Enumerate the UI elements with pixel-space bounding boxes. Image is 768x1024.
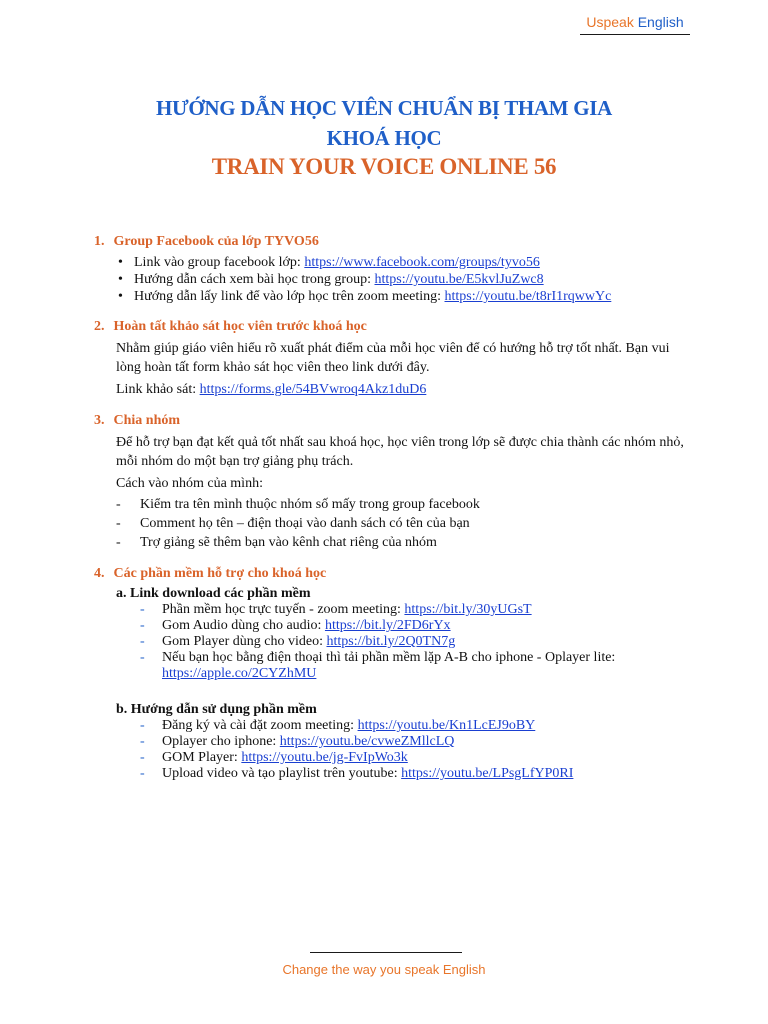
facebook-links-list bbox=[94, 254, 694, 305]
section-heading: 1. Group Facebook của lớp TYVO56 bbox=[94, 234, 319, 249]
survey-description: Nhằm giúp giáo viên hiểu rõ xuất phát điểm của mỗi học viên để có hướng hỗ trợ tốt nhất. Bạn vui lòng hoàn tất form khảo sát học viên theo link dưới đây. bbox=[116, 341, 670, 375]
gom-audio-link[interactable]: https://bit.ly/2FD6rYx bbox=[324, 618, 451, 633]
list-item: - Comment họ tên – điện thoại vào danh sách có tên của bạn bbox=[116, 514, 694, 533]
group-lesson-guide-link[interactable]: https://youtu.be/E5kvlJuZwc8 bbox=[374, 272, 544, 287]
footer-divider bbox=[310, 952, 462, 953]
zoom-download-link[interactable]: https://bit.ly/30yUGsT bbox=[404, 602, 532, 617]
list-item: - Trợ giảng sẽ thêm bạn vào kênh chat riêng của nhóm bbox=[116, 533, 694, 552]
section-heading: 2. Hoàn tất khảo sát học viên trước khoá học bbox=[94, 319, 367, 334]
youtube-upload-video-link[interactable]: https://youtu.be/LPsgLfYP0RI bbox=[401, 766, 574, 781]
list-item: - Upload video và tạo playlist trên youtube: https://youtu.be/LPsgLfYP0RI bbox=[140, 766, 694, 782]
section-heading: 4. Các phần mềm hỗ trợ cho khoá học bbox=[94, 566, 327, 581]
oplayer-video-link[interactable]: https://youtu.be/cvweZMllcLQ bbox=[279, 734, 455, 749]
list-item: - Nếu bạn học bằng điện thoại thì tải phần mềm lặp A-B cho iphone - Oplayer lite: https://apple.co/2CYZhMU bbox=[140, 650, 694, 682]
section-software bbox=[94, 566, 694, 782]
list-item: - Kiểm tra tên mình thuộc nhóm số mấy trong group facebook bbox=[116, 495, 694, 514]
usage-links-list bbox=[94, 718, 694, 782]
list-item: - Đăng ký và cài đặt zoom meeting: https://youtu.be/Kn1LcEJ9oBY bbox=[140, 718, 694, 734]
survey-link-line: Link khảo sát: https://forms.gle/54BVwroq4Akz1duD6 bbox=[116, 382, 427, 397]
section-groups bbox=[94, 413, 694, 552]
groups-steps-list bbox=[94, 495, 694, 552]
title-line-1: HƯỚNG DẪN HỌC VIÊN CHUẨN BỊ THAM GIA bbox=[155, 96, 613, 120]
uspeak-logo: Uspeak English bbox=[580, 14, 690, 35]
section-facebook-group bbox=[94, 234, 694, 305]
download-links-list bbox=[94, 602, 694, 682]
document-body bbox=[94, 234, 694, 796]
title-line-2: KHOÁ HỌC bbox=[326, 126, 442, 150]
facebook-group-link[interactable]: https://www.facebook.com/groups/tyvo56 bbox=[304, 255, 540, 270]
gom-player-link[interactable]: https://bit.ly/2Q0TN7g bbox=[326, 634, 456, 649]
zoom-link-guide-link[interactable]: https://youtu.be/t8rI1rqwwYc bbox=[444, 289, 612, 304]
list-item: • Link vào group facebook lớp: https://www.facebook.com/groups/tyvo56 bbox=[118, 254, 694, 271]
survey-form-link[interactable]: https://forms.gle/54BVwroq4Akz1duD6 bbox=[199, 382, 427, 397]
list-item: - Gom Player dùng cho video: https://bit.ly/2Q0TN7g bbox=[140, 634, 694, 650]
groups-howto: Cách vào nhóm của mình: bbox=[116, 476, 263, 491]
oplayer-lite-link[interactable]: https://apple.co/2CYZhMU bbox=[162, 666, 317, 681]
subheading-usage: b. Hướng dẫn sử dụng phần mềm bbox=[116, 702, 317, 717]
gom-player-video-link[interactable]: https://youtu.be/jg-FvIpWo3k bbox=[241, 750, 408, 765]
course-name: TRAIN YOUR VOICE ONLINE 56 bbox=[211, 154, 557, 179]
list-item: • Hướng dẫn cách xem bài học trong group: https://youtu.be/E5kvlJuZwc8 bbox=[118, 271, 694, 288]
list-item: - Oplayer cho iphone: https://youtu.be/cvweZMllcLQ bbox=[140, 734, 694, 750]
list-item: - Gom Audio dùng cho audio: https://bit.ly/2FD6rYx bbox=[140, 618, 694, 634]
list-item: - Phần mềm học trực tuyến - zoom meeting: https://bit.ly/30yUGsT bbox=[140, 602, 694, 618]
list-item: - GOM Player: https://youtu.be/jg-FvIpWo3k bbox=[140, 750, 694, 766]
groups-description: Để hỗ trợ bạn đạt kết quả tốt nhất sau khoá học, học viên trong lớp sẽ được chia thành các nhóm nhỏ, mỗi nhóm do một bạn trợ giảng phụ trách. bbox=[116, 435, 684, 469]
section-survey bbox=[94, 319, 694, 399]
subheading-download: a. Link download các phần mềm bbox=[116, 586, 311, 601]
footer-slogan: Change the way you speak English bbox=[282, 962, 486, 977]
section-heading: 3. Chia nhóm bbox=[94, 413, 181, 428]
zoom-setup-video-link[interactable]: https://youtu.be/Kn1LcEJ9oBY bbox=[357, 718, 536, 733]
list-item: • Hướng dẫn lấy link để vào lớp học trên zoom meeting: https://youtu.be/t8rI1rqwwYc bbox=[118, 288, 694, 305]
